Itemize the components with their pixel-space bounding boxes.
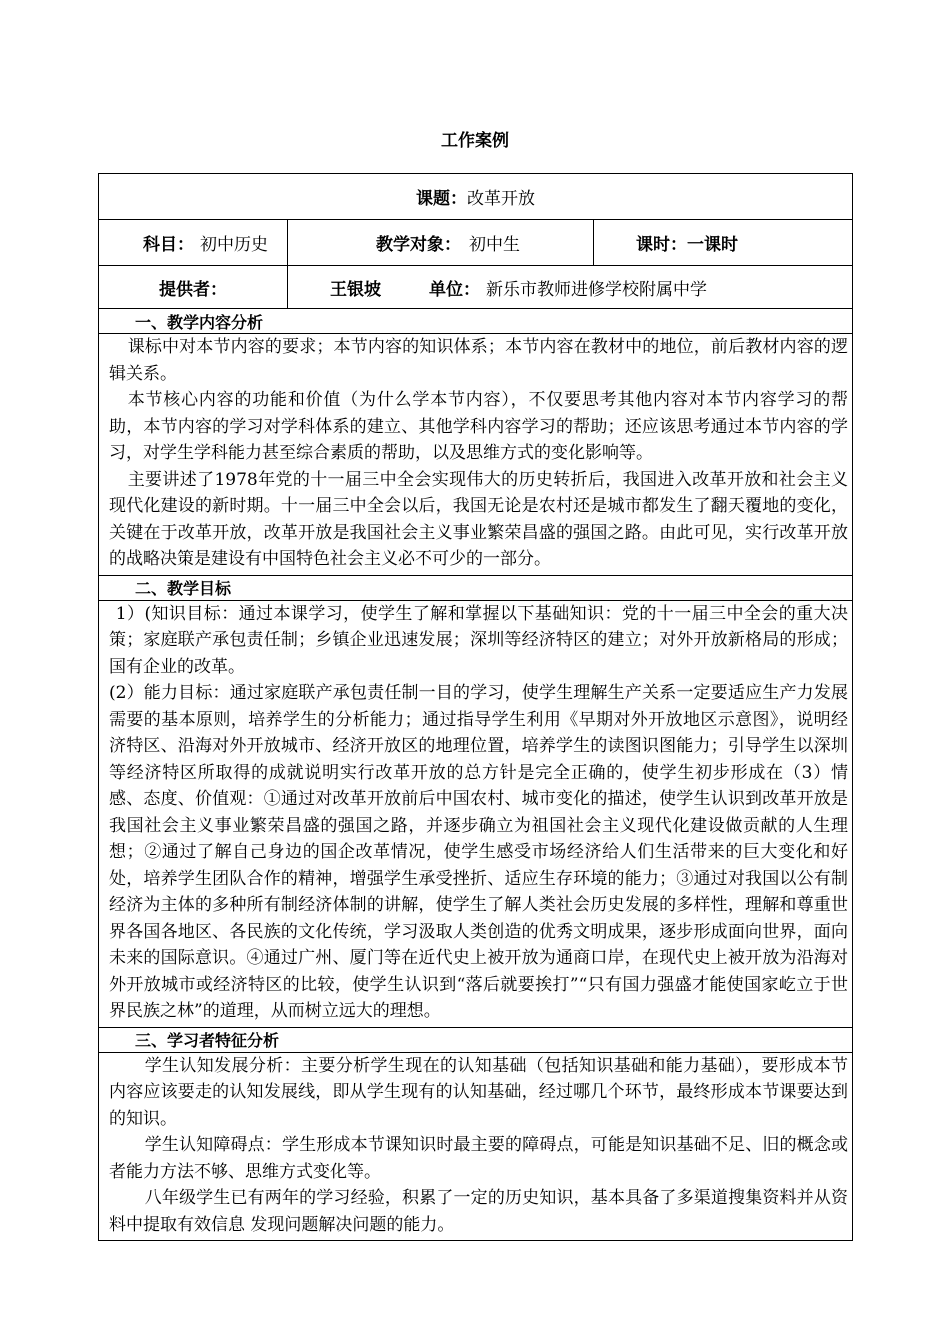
topic-value: 改革开放 (467, 189, 535, 209)
section-heading: 三、学习者特征分析 (99, 1027, 853, 1052)
section-body (99, 1052, 853, 1241)
section-objectives-heading-row (99, 575, 853, 600)
subject-value: 初中历史 (200, 235, 268, 255)
provider-name: 王银坡 (330, 279, 381, 300)
hours-value: 一课时 (687, 235, 738, 255)
audience-label: 教学对象： (376, 235, 461, 255)
hours-label: 课时： (636, 235, 687, 255)
section-heading: 二、教学目标 (99, 575, 853, 600)
paragraph: 八年级学生已有两年的学习经验，积累了一定的历史知识，基本具备了多渠道搜集资料并从资料中提取有效信息 发现问题解决问题的能力。 (109, 1188, 848, 1235)
topic-label: 课题： (416, 189, 467, 209)
paragraph: 主要讲述了1978年党的十一届三中全会实现伟大的历史转折后，我国进入改革开放和社会主义现代化建设的新时期。十一届三中全会以后，我国无论是农村还是城市都发生了翻天覆地的变化，关键在于改革开放，改革开放是我国社会主义事业繁荣昌盛的强国之路。由此可见，实行改革开放的战略决策是建设有中国特色社会主义必不可少的一部分。 (109, 469, 848, 569)
paragraph: (2）能力目标：通过家庭联产承包责任制一目的学习，使学生理解生产关系一定要适应生产力发展需要的基本原则，培养学生的分析能力；通过指导学生利用《早期对外开放地区示意图》，说明经济特区、沿海对外开放城市、经济开放区的地理位置，培养学生的读图识图能力；引导学生以深圳等经济特区所取得的成就说明实行改革开放的总方针是完全正确的，使学生初步形成在（3）情感、态度、价值观：①通过对改革开放前后中国农村、城市变化的描述，使学生认识到改革开放是我国社会主义事业繁荣昌盛的强国之路，并逐步确立为祖国社会主义现代化建设做贡献的人生理想；②通过了解自己身边的国企改革情况，使学生感受市场经济给人们生活带来的巨大变化和好处，培养学生团队合作的精神，增强学生承受挫折、适应生存环境的能力；③通过对我国以公有制经济为主体的多种所有制经济体制的讲解，使学生了解人类社会历史发展的多样性，理解和尊重世界各国各地区、各民族的文化传统，学习汲取人类创造的优秀文明成果，逐步形成面向世界，面向未来的国际意识。④通过广州、厦门等在近代史上被开放为通商口岸，在现代史上被开放为沿海对外开放城市或经济特区的比较，使学生认识到“落后就要挨打”“只有国力强盛才能使国家屹立于世界民族之林”的道理，从而树立远大的理想。 (109, 683, 848, 1021)
topic-row (99, 174, 853, 220)
provider-info-cell (288, 266, 853, 309)
section-body (99, 600, 853, 1027)
section-heading: 一、教学内容分析 (99, 309, 853, 334)
section-content-analysis-body-row (99, 334, 853, 576)
audience-value: 初中生 (469, 235, 520, 255)
subject-label: 科目： (143, 235, 194, 255)
hours-cell (594, 220, 853, 266)
paragraph: 本节核心内容的功能和价值（为什么学本节内容），不仅要思考其他内容对本节内容学习的帮助，本节内容的学习对学科体系的建立、其他学科内容学习的帮助；还应该思考通过本节内容的学习，对学生学科能力甚至综合素质的帮助，以及思维方式的变化影响等。 (109, 390, 848, 463)
meta-row (99, 220, 853, 266)
section-learner-analysis-body-row (99, 1052, 853, 1241)
provider-label: 提供者： (159, 279, 227, 300)
audience-cell (288, 220, 594, 266)
unit-label: 单位： (429, 279, 480, 300)
subject-cell (99, 220, 288, 266)
document-title: 工作案例 (441, 131, 509, 151)
section-learner-analysis-heading-row (99, 1027, 853, 1052)
case-table (98, 173, 853, 1241)
paragraph: 1）(知识目标：通过本课学习，使学生了解和掌握以下基础知识：党的十一届三中全会的重大决策；家庭联产承包责任制；乡镇企业迅速发展；深圳等经济特区的建立；对外开放新格局的形成；国有企业的改革。 (109, 603, 848, 677)
topic-cell (99, 174, 853, 220)
paragraph: 学生认知发展分析：主要分析学生现在的认知基础（包括知识基础和能力基础），要形成本节内容应该要走的认知发展线，即从学生现有的认知基础，经过哪几个环节，最终形成本节课要达到的知识。 (109, 1055, 848, 1129)
section-objectives-body-row (99, 600, 853, 1027)
provider-label-cell (99, 266, 288, 309)
unit-value: 新乐市教师进修学校附属中学 (486, 279, 707, 300)
provider-row (99, 266, 853, 309)
section-content-analysis-heading-row (99, 309, 853, 334)
paragraph: 课标中对本节内容的要求；本节内容的知识体系；本节内容在教材中的地位，前后教材内容的逻辑关系。 (109, 337, 848, 384)
paragraph: 学生认知障碍点：学生形成本节课知识时最主要的障碍点，可能是知识基础不足、旧的概念或者能力方法不够、思维方式变化等。 (109, 1135, 848, 1182)
section-body (99, 334, 853, 576)
